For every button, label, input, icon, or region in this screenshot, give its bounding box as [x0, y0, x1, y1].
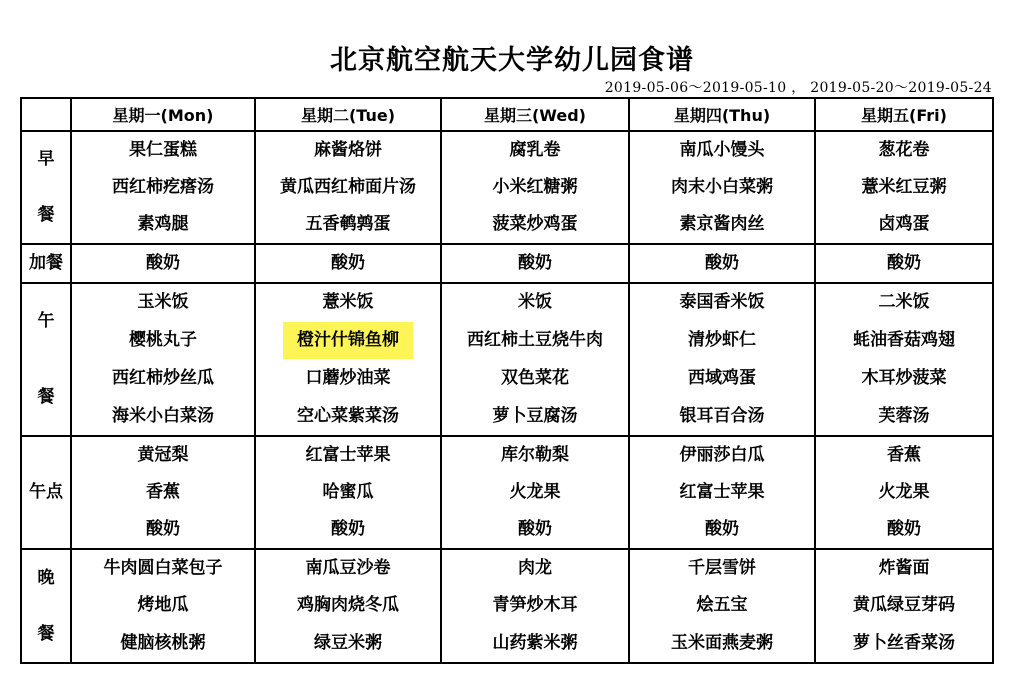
menu-cell-breakfast-day4 [815, 131, 993, 244]
meal-row-afternoon [21, 436, 993, 549]
menu-item: 萝卜丝香菜汤 [853, 632, 955, 653]
menu-item: 酸奶 [705, 519, 739, 539]
menu-item: 黄瓜绿豆芽码 [853, 595, 955, 616]
menu-item: 薏米红豆粥 [861, 177, 947, 197]
menu-item: 酸奶 [146, 519, 180, 539]
menu-item: 伊丽莎白瓜 [679, 445, 765, 465]
menu-cell-dinner-day2 [441, 549, 629, 663]
menu-cell-lunch-day1 [255, 283, 441, 436]
menu-item: 芙蓉汤 [878, 405, 930, 426]
menu-item: 火龙果 [878, 482, 930, 502]
day-header-thu: 星期四(Thu) [629, 98, 815, 131]
menu-item: 酸奶 [146, 253, 180, 273]
menu-item: 萝卜豆腐汤 [492, 405, 578, 426]
menu-cell-snack-day4 [815, 244, 993, 283]
menu-item: 牛肉圆白菜包子 [103, 558, 223, 579]
day-header-mon: 星期一(Mon) [71, 98, 255, 131]
menu-item: 二米饭 [878, 292, 930, 313]
menu-cell-dinner-day1 [255, 549, 441, 663]
menu-item: 肉龙 [518, 558, 552, 579]
menu-item: 空心菜紫菜汤 [297, 405, 399, 426]
header-row [21, 98, 993, 131]
menu-item: 玉米面燕麦粥 [671, 632, 773, 653]
date-range: 2019-05-06～2019-05-10 ， 2019-05-20～2019-05-24 [604, 80, 992, 96]
menu-item: 小米红糖粥 [492, 177, 578, 197]
menu-cell-afternoon-day4 [815, 436, 993, 549]
menu-item: 双色菜花 [501, 367, 569, 388]
menu-item [256, 322, 440, 359]
menu-item: 炸酱面 [878, 558, 930, 579]
menu-item: 玉米饭 [137, 292, 189, 313]
menu-item: 南瓜豆沙卷 [305, 558, 391, 579]
menu-cell-breakfast-day3 [629, 131, 815, 244]
menu-item: 库尔勒梨 [501, 445, 569, 465]
menu-item: 酸奶 [705, 253, 739, 273]
day-header-wed: 星期三(Wed) [441, 98, 629, 131]
menu-item: 黄冠梨 [137, 445, 189, 465]
meal-label-lunch [21, 283, 71, 436]
menu-item: 素鸡腿 [137, 214, 189, 234]
day-header-fri: 星期五(Fri) [815, 98, 993, 131]
menu-item: 薏米饭 [322, 292, 374, 313]
menu-cell-afternoon-day1 [255, 436, 441, 549]
menu-cell-afternoon-day2 [441, 436, 629, 549]
menu-item: 酸奶 [331, 253, 365, 273]
menu-item: 酸奶 [518, 519, 552, 539]
menu-item: 菠菜炒鸡蛋 [492, 214, 578, 234]
menu-item: 山药紫米粥 [492, 632, 578, 653]
menu-item: 火龙果 [509, 482, 561, 502]
menu-item: 酸奶 [331, 519, 365, 539]
menu-cell-lunch-day0 [71, 283, 255, 436]
highlighted-menu-item: 橙汁什锦鱼柳 [283, 322, 413, 359]
meal-label-text: 午 [37, 311, 55, 332]
menu-cell-dinner-day0 [71, 549, 255, 663]
menu-cell-breakfast-day1 [255, 131, 441, 244]
menu-item: 青笋炒木耳 [492, 595, 578, 616]
menu-item: 烤地瓜 [137, 595, 189, 616]
menu-item: 蚝油香菇鸡翅 [853, 330, 955, 351]
menu-item: 红富士苹果 [305, 445, 391, 465]
menu-item: 西红柿炒丝瓜 [112, 367, 214, 388]
menu-item: 红富士苹果 [679, 482, 765, 502]
menu-cell-snack-day2 [441, 244, 629, 283]
meal-label-dinner [21, 549, 71, 663]
menu-cell-breakfast-day2 [441, 131, 629, 244]
menu-item: 哈蜜瓜 [322, 482, 374, 502]
menu-item: 酸奶 [887, 253, 921, 273]
menu-cell-dinner-day4 [815, 549, 993, 663]
meal-label-text: 早 [37, 149, 55, 170]
menu-cell-breakfast-day0 [71, 131, 255, 244]
meal-label-text: 午点 [29, 482, 63, 502]
menu-cell-snack-day0 [71, 244, 255, 283]
corner-cell [21, 98, 71, 131]
meal-label-text: 加餐 [29, 253, 63, 273]
meal-label-snack [21, 244, 71, 283]
meal-row-dinner [21, 549, 993, 663]
menu-item: 素京酱肉丝 [679, 214, 765, 234]
meal-label-breakfast [21, 131, 71, 244]
menu-cell-lunch-day3 [629, 283, 815, 436]
menu-item: 酸奶 [887, 519, 921, 539]
menu-item: 肉末小白菜粥 [671, 177, 773, 197]
menu-item: 海米小白菜汤 [112, 405, 214, 426]
menu-item: 西红柿土豆烧牛肉 [467, 330, 603, 351]
menu-item: 黄瓜西红柿面片汤 [280, 177, 416, 197]
menu-item: 樱桃丸子 [129, 330, 197, 351]
meal-label-text: 餐 [37, 623, 55, 644]
menu-cell-lunch-day4 [815, 283, 993, 436]
menu-cell-lunch-day2 [441, 283, 629, 436]
menu-item: 银耳百合汤 [679, 405, 765, 426]
menu-item: 鸡胸肉烧冬瓜 [297, 595, 399, 616]
menu-item: 麻酱烙饼 [314, 140, 382, 160]
menu-item: 烩五宝 [696, 595, 748, 616]
menu-item: 果仁蛋糕 [129, 140, 197, 160]
menu-item: 香蕉 [887, 445, 921, 465]
meal-row-breakfast [21, 131, 993, 244]
meal-label-text: 餐 [37, 386, 55, 407]
menu-item: 千层雪饼 [688, 558, 756, 579]
menu-item: 泰国香米饭 [679, 292, 765, 313]
menu-cell-afternoon-day3 [629, 436, 815, 549]
menu-cell-dinner-day3 [629, 549, 815, 663]
menu-item: 口蘑炒油菜 [305, 367, 391, 388]
menu-item: 清炒虾仁 [688, 330, 756, 351]
day-header-tue: 星期二(Tue) [255, 98, 441, 131]
menu-item: 葱花卷 [878, 140, 930, 160]
meal-label-text: 晚 [37, 567, 55, 588]
menu-item: 南瓜小馒头 [679, 140, 765, 160]
menu-item: 西红柿疙瘩汤 [112, 177, 214, 197]
menu-item: 卤鸡蛋 [878, 214, 930, 234]
menu-item: 西域鸡蛋 [688, 367, 756, 388]
menu-cell-snack-day1 [255, 244, 441, 283]
meal-label-afternoon [21, 436, 71, 549]
menu-cell-snack-day3 [629, 244, 815, 283]
meal-row-lunch [21, 283, 993, 436]
menu-item: 香蕉 [146, 482, 180, 502]
menu-item: 健脑核桃粥 [120, 632, 206, 653]
meal-row-snack [21, 244, 993, 283]
menu-item: 米饭 [518, 292, 552, 313]
menu-cell-afternoon-day0 [71, 436, 255, 549]
menu-item: 酸奶 [518, 253, 552, 273]
menu-item: 五香鹌鹑蛋 [305, 214, 391, 234]
menu-item: 木耳炒菠菜 [861, 367, 947, 388]
menu-table [20, 97, 994, 664]
menu-item: 绿豆米粥 [314, 632, 382, 653]
page-title: 北京航空航天大学幼儿园食谱 [330, 45, 694, 76]
meal-label-text: 餐 [37, 204, 55, 225]
menu-item: 腐乳卷 [509, 140, 561, 160]
